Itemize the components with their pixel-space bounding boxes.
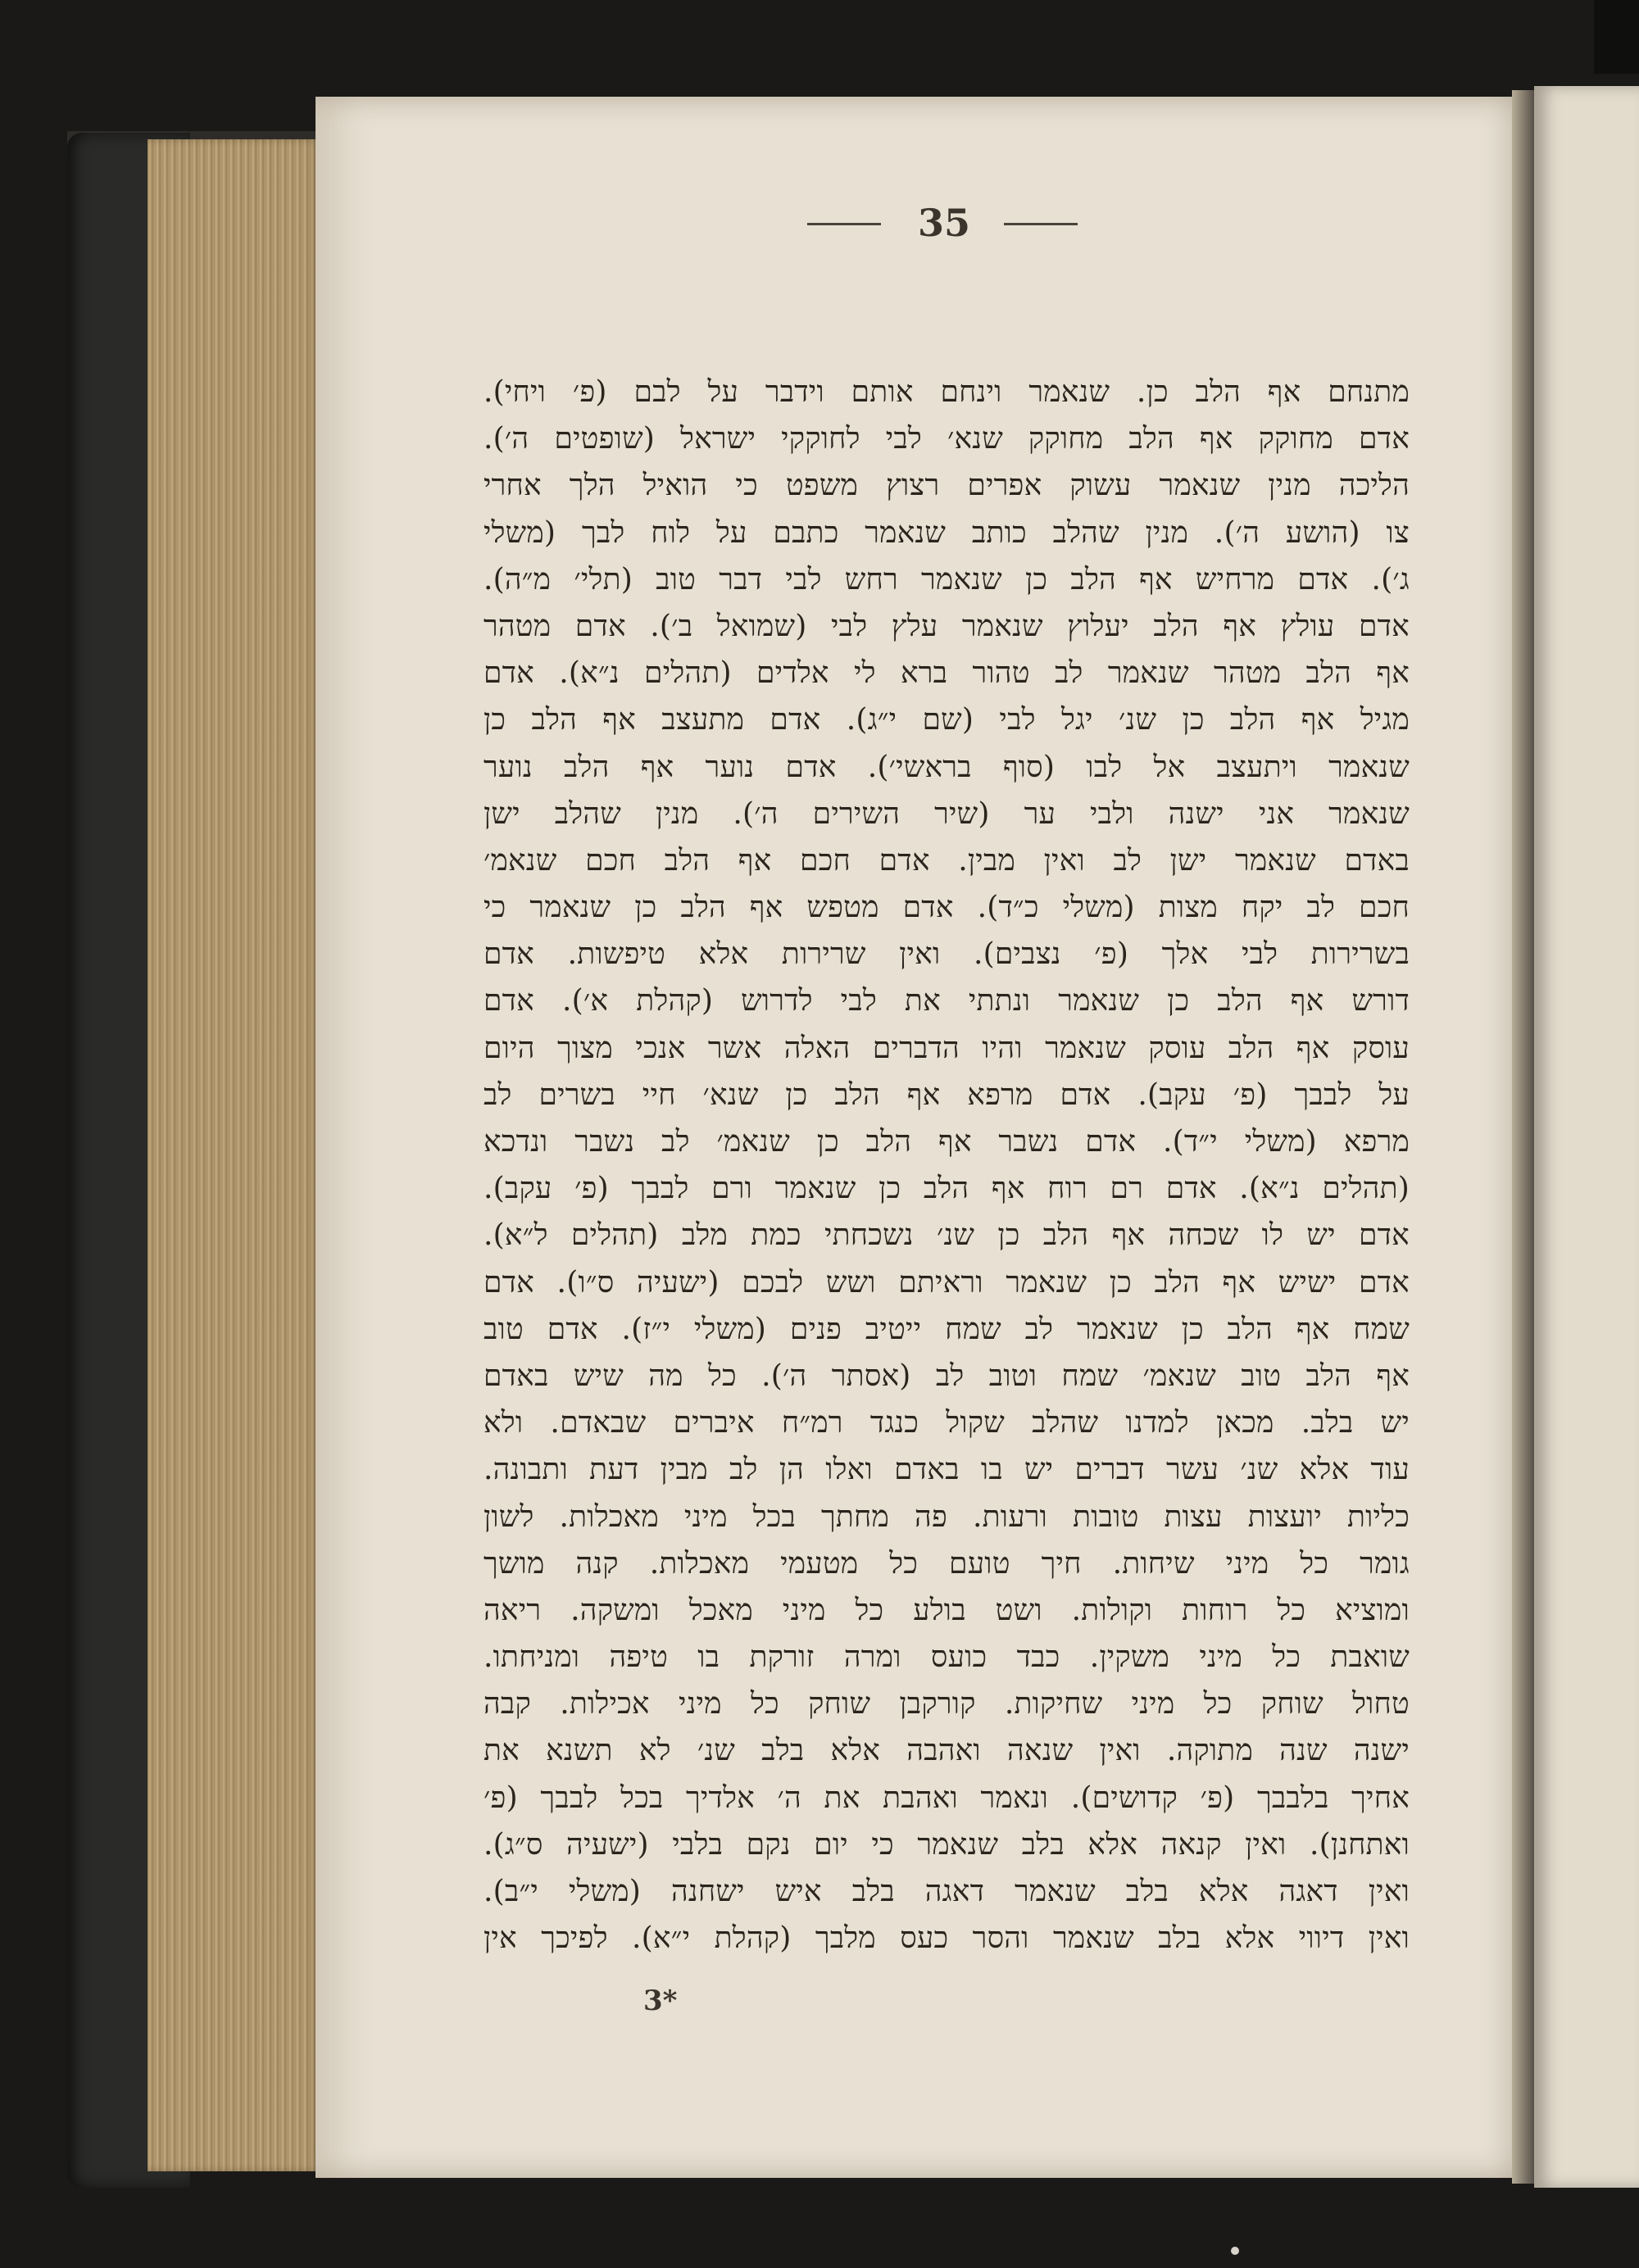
text-line: עוסק אף הלב עוסק שנאמר והיו הדברים האלה אשר אנכי מצוך היום	[484, 1031, 1410, 1065]
header-rule-right	[1004, 223, 1078, 225]
header-rule-left	[807, 223, 881, 225]
dust-spot	[1231, 2247, 1239, 2255]
text-line: באדם שנאמר ישן לב ואין מבין. אדם חכם אף הלב חכם שנאמ׳	[484, 843, 1410, 878]
text-line: שנאמר אני ישנה ולבי ער (שיר השירים ה׳). מנין שהלב ישן	[484, 796, 1410, 831]
page-number: 35	[918, 201, 971, 245]
page-edges	[148, 139, 320, 2171]
text-line: כליות יועצות עצות טובות ורעות. פה מחתך בכל מיני מאכלות. לשון	[484, 1499, 1410, 1534]
text-line: טחול שוחק כל מיני שחיקות. קורקבן שוחק כל מיני אכילות. קבה	[484, 1687, 1410, 1721]
signature-mark: 3*	[643, 1984, 678, 2017]
text-line: ואתחנן). ואין קנאה אלא בלב שנאמר כי יום נקם בלבי (ישעיה ס״ג).	[484, 1827, 1410, 1862]
text-line: ואין דיווי אלא בלב שנאמר והסר כעס מלבך (קהלת י״א). לפיכך אין	[484, 1921, 1410, 1956]
text-line: ג׳). אדם מרחיש אף הלב כן שנאמר רחש לבי דבר טוב (תלי׳ מ״ה).	[484, 562, 1410, 596]
binding-corner	[1594, 0, 1639, 74]
text-line: הליכה מנין שנאמר עשוק אפרים רצוץ משפט כי הואיל הלך אחרי	[484, 469, 1410, 503]
body-text	[484, 369, 1410, 1991]
text-line: עוד אלא שנ׳ עשר דברים יש בו באדם ואלו הן לב מבין דעת ותבונה.	[484, 1453, 1410, 1487]
text-line: אדם עולץ אף הלב יעלוץ שנאמר עלץ לבי (שמואל ב׳). אדם מטהר	[484, 609, 1410, 643]
text-line: ומוציא כל רוחות וקולות. ושט בולע כל מיני מאכל ומשקה. ריאה	[484, 1593, 1410, 1627]
facing-page	[1534, 86, 1639, 2188]
text-line: מגיל אף הלב כן שנ׳ יגל לבי (שם י״ג). אדם מתעצב אף הלב כן	[484, 703, 1410, 737]
text-line: גומר כל מיני שיחות. חיך טועם כל מטעמי מאכלות. קנה מושך	[484, 1546, 1410, 1581]
text-line: אחיך בלבבך (פ׳ קדושים). ונאמר ואהבת את ה׳ אלדיך בכל לבבך (פ׳	[484, 1780, 1410, 1815]
text-line: אף הלב מטהר שנאמר לב טהור ברא לי אלדים (תהלים נ״א). אדם	[484, 656, 1410, 691]
book-gutter	[1512, 90, 1537, 2184]
text-line: אדם ישיש אף הלב כן שנאמר וראיתם ושש לבכם (ישעיה ס״ו). אדם	[484, 1265, 1410, 1300]
text-line: חכם לב יקח מצות (משלי כ״ד). אדם מטפש אף הלב כן שנאמר כי	[484, 891, 1410, 925]
text-line: אדם יש לו שכחה אף הלב כן שנ׳ נשכחתי כמת מלב (תהלים ל״א).	[484, 1218, 1410, 1253]
text-line: ישנה שנה מתוקה. ואין שנאה ואהבה אלא בלב שנ׳ לא תשנא את	[484, 1734, 1410, 1768]
text-line: ואין דאגה אלא בלב שנאמר דאגה בלב איש ישחנה (משלי י״ב).	[484, 1875, 1410, 1908]
text-line: בשרירות לבי אלך (פ׳ נצבים). ואין שרירות אלא טיפשות. אדם	[484, 937, 1410, 972]
text-line: מתנחם אף הלב כן. שנאמר וינחם אותם וידבר על לבם (פ׳ ויחי).	[484, 375, 1410, 409]
page-header	[0, 190, 1639, 256]
text-line: אף הלב טוב שנאמ׳ שמח וטוב לב (אסתר ה׳). כל מה שיש באדם	[484, 1359, 1410, 1393]
text-line: שואבת כל מיני משקין. כבד כועס ומרה זורקת בו טיפה ומניחתו.	[484, 1640, 1410, 1675]
text-line: על לבבך (פ׳ עקב). אדם מרפא אף הלב כן שנא׳ חיי בשרים לב	[484, 1077, 1410, 1112]
text-line: צו (הושע ה׳). מנין שהלב כותב שנאמר כתבם על לוח לבך (משלי	[484, 515, 1410, 550]
text-line: יש בלב. מכאן למדנו שהלב שקול כנגד רמ״ח איברים שבאדם. ולא	[484, 1406, 1410, 1440]
text-line: אדם מחוקק אף הלב מחוקק שנא׳ לבי לחוקקי ישראל (שופטים ה׳).	[484, 422, 1410, 456]
text-line: דורש אף הלב כן שנאמר ונתתי את לבי לדרוש (קהלת א׳). אדם	[484, 984, 1410, 1018]
text-line: שנאמר ויתעצב אל לבו (סוף בראשי׳). אדם נוער אף הלב נוער	[484, 750, 1410, 784]
text-line: (תהלים נ״א). אדם רם רוח אף הלב כן שנאמר ורם לבבך (פ׳ עקב).	[484, 1172, 1410, 1206]
text-line: שמח אף הלב כן שנאמר לב שמח ייטיב פנים (משלי י״ז). אדם טוב	[484, 1312, 1410, 1346]
text-line: מרפא (משלי י״ד). אדם נשבר אף הלב כן שנאמ׳ לב נשבר ונדכא	[484, 1125, 1410, 1159]
